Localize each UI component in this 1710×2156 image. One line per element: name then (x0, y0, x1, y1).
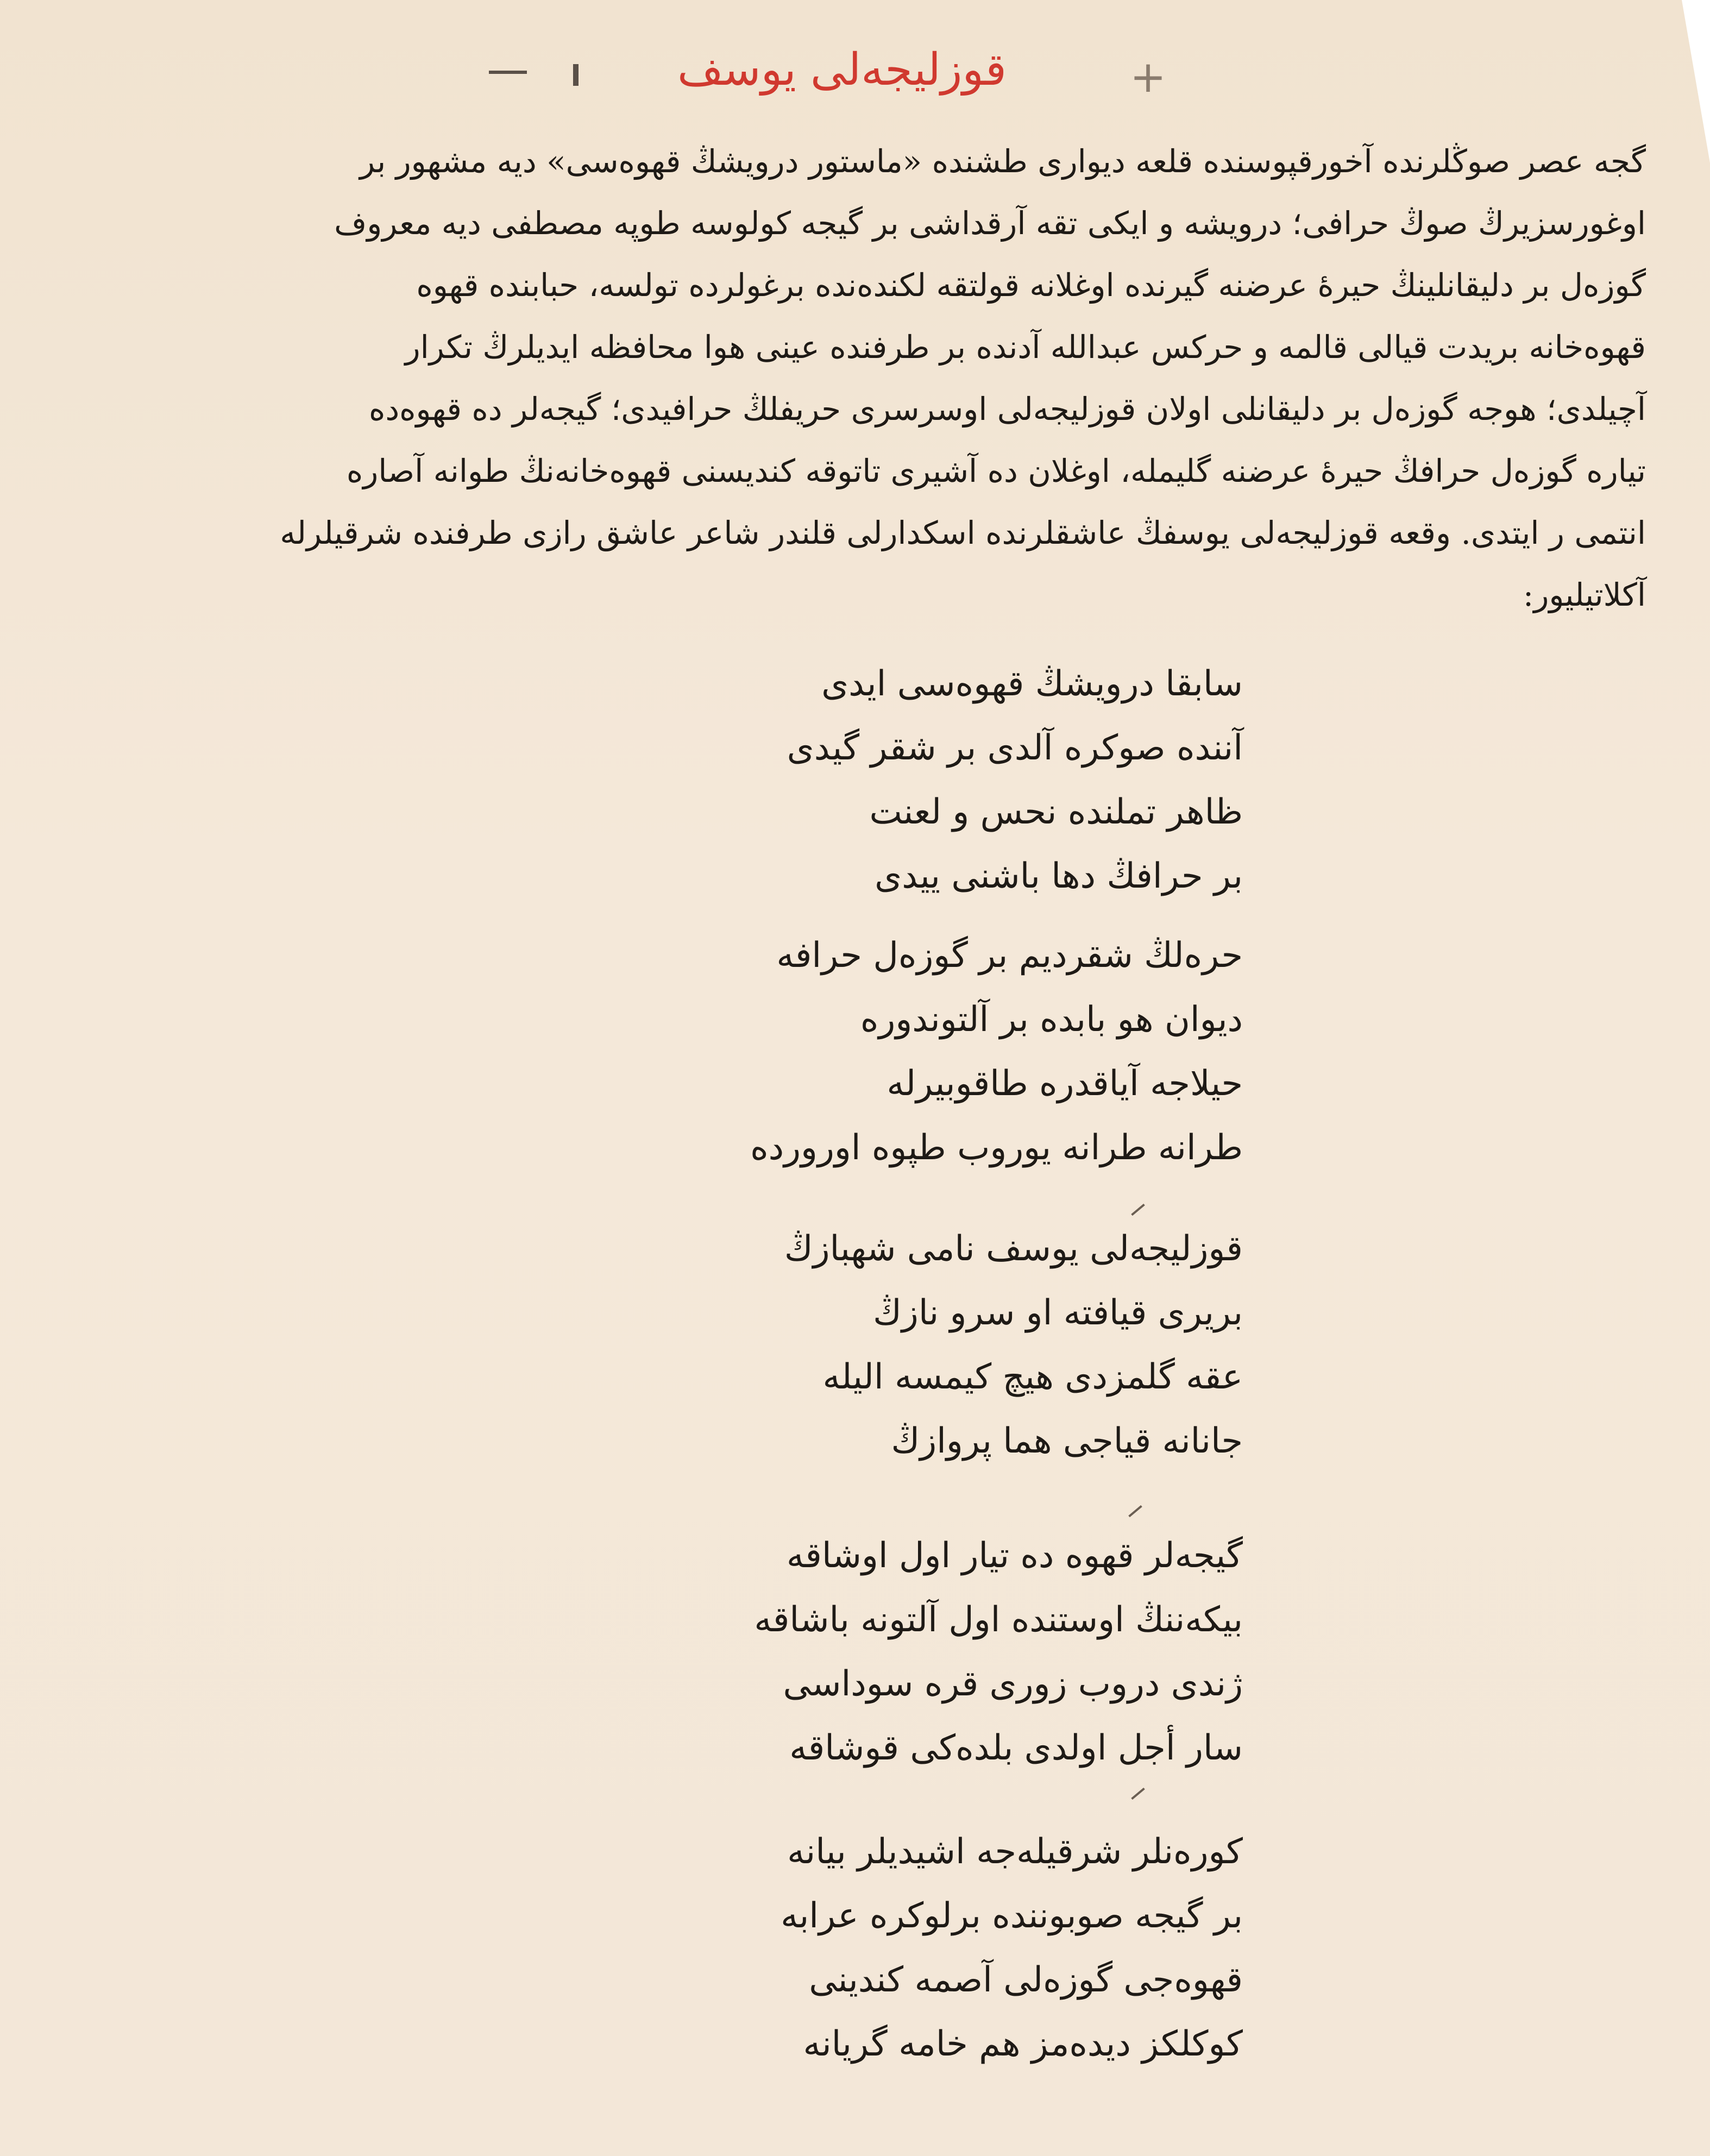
prose-line: گوزه‌ل بر دلیقانلینڭ حیرهٔ عرضنه گیرنده اوغلانه قولتقه لكنده‌نده برغولرده تولسه، حبابنده قهوه (416, 267, 1646, 304)
verse-line: بیکه‌ننڭ اوستنده اول آلتونه باشاقه (754, 1600, 1243, 1640)
verse-line: حیلاجه آیاقدره طاقوبیرله (887, 1064, 1243, 1104)
verse-line: ظاهر تملنده نحس و لعنت (869, 792, 1243, 832)
prose-line: انتمی ر ایتدی. وقعه قوزلیجه‌لی یوسفڭ عاشقلرنده اسکدارلی قلندر شاعر عاشق رازی طرفنده شرقیلرله (280, 514, 1646, 551)
prose-line: تیاره گوزه‌ل حرافڭ حیرهٔ عرضنه گلیمله، اوغلان ده آشیری تاتوقه کندیسنی قهوه‌خانه‌نڭ طوانه آصاره (346, 452, 1646, 489)
prose-line: آکلاتیلیور: (1523, 576, 1646, 613)
verse-line: کوکلکز دیده‌مز هم خامه گریانه (803, 2024, 1243, 2064)
stanza-1 (700, 652, 1243, 908)
verse-line: بر حرافڭ دها باشنی ییدی (875, 856, 1243, 896)
verse-line: کوره‌نلر شرقیله‌جه اشیدیلر بیانه (787, 1832, 1243, 1872)
margin-plus-mark: + (1130, 52, 1167, 102)
pencil-tick (1131, 1204, 1145, 1216)
torn-corner (1682, 0, 1710, 163)
verse-line: قوزلیجه‌لی یوسف نامی شهبازڭ (784, 1229, 1243, 1269)
verse-line: حره‌لڭ شقردیم بر گوزه‌ل حرافه (776, 935, 1243, 976)
verse-line: دیوان هو بابده بر آلتوندوره (860, 1000, 1243, 1040)
pencil-tick (1131, 1788, 1145, 1800)
prose-paragraph (60, 130, 1646, 626)
verse-line: آننده صوکره آلدی بر شقر گیدی (787, 728, 1243, 768)
pencil-mark (573, 64, 579, 86)
stanza-2 (700, 923, 1243, 1180)
verse-line: طرانه طرانه یوروب طپوه اورورده (750, 1128, 1243, 1168)
prose-line: اوغورسزیرڭ صوڭ حرافی؛ درویشه و ایکی تقه آرقداشی بر گیجه کولوسه طوپه مصطفی دیه معروف (334, 205, 1646, 242)
stanza-5 (700, 1820, 1243, 2076)
page-title: قوزلیجه‌لی یوسف (677, 44, 1007, 96)
stanza-4 (700, 1524, 1243, 1780)
verse-line: سار أجل اولدی بلده‌کی قوشاقه (789, 1728, 1243, 1768)
verse-line: قهوه‌جی گوزه‌لی آصمه کندینی (809, 1960, 1243, 2000)
verse-line: سابقا درویشڭ قهوه‌سی ایدی (821, 664, 1243, 704)
verse-line: ژندی دروب زوری قره سوداسی (783, 1664, 1243, 1704)
prose-line: گجه عصر صوڭلرنده آخورقپوسنده قلعه دیواری طشنده «ماستور درویشڭ قهوه‌سی» دیه مشهور بر (360, 143, 1646, 180)
verse-line: بریری قیافته او سرو نازڭ (873, 1293, 1243, 1333)
prose-line: قهوه‌خانه بریدت قیالی قالمه و حرکس عبدالله آدنده بر طرفنده عینی هوا محافظه ایدیلرڭ تکرار (405, 329, 1646, 366)
verse-line: گیجه‌لر قهوه ده تیار اول اوشاقه (786, 1536, 1243, 1576)
verse-line: بر گیجه صوبوننده برلوکره عرابه (781, 1896, 1243, 1936)
verse-line: جانانه قیاجی هما پروازڭ (891, 1421, 1243, 1461)
prose-line: آچیلدی؛ هوجه گوزه‌ل بر دلیقانلی اولان قوزلیجه‌لی اوسرسری حریفلڭ حرافیدی؛ گیجه‌لر ده قهوه‌ده (368, 391, 1646, 428)
pencil-tick (1128, 1505, 1142, 1517)
verse-line: عقه گلمزدی هیچ کیمسه الیله (822, 1357, 1243, 1397)
stanza-3 (700, 1217, 1243, 1473)
pencil-mark (489, 71, 527, 74)
